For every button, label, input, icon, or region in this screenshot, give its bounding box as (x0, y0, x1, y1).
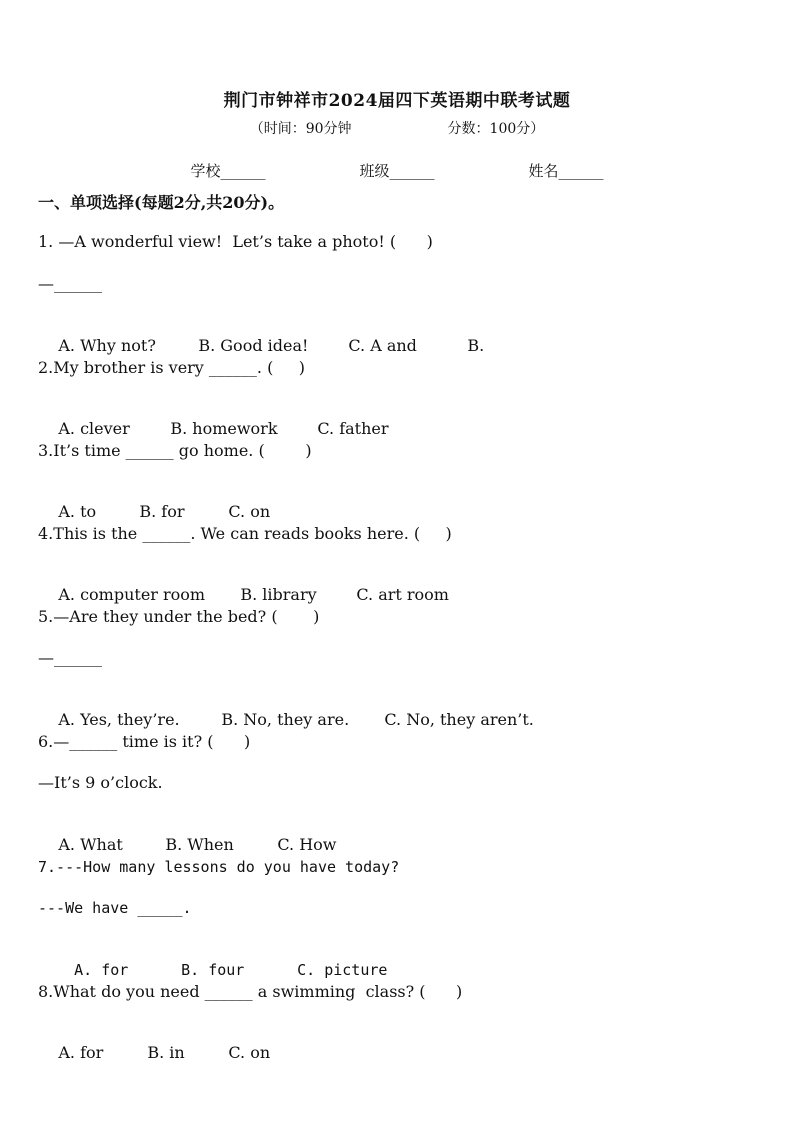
section-heading: 一、单项选择(每题2分,共20分)。 (38, 193, 285, 212)
option-a: A. for (58, 1043, 104, 1062)
question-7-answer-line: ---We have _____. (38, 899, 192, 917)
question-1-answer-line: —______ (38, 274, 102, 293)
option-a: A. Why not? (58, 336, 156, 355)
question-2-stem: 2.My brother is very ______. ( ) (38, 358, 306, 377)
option-a: A. for (74, 961, 129, 979)
option-a: A. Yes, they’re. (58, 710, 180, 729)
option-a: A. clever (58, 419, 130, 438)
class-field: 班级______ (359, 162, 435, 180)
exam-score: 分数：100分） (447, 121, 545, 137)
option-c: C. How (277, 835, 337, 854)
option-b: B. four (181, 961, 245, 979)
question-6-stem: 6.—______ time is it? ( ) (38, 732, 251, 751)
question-4-stem: 4.This is the ______. We can reads books here. ( ) (38, 524, 452, 543)
option-b: B. When (165, 835, 234, 854)
option-b: B. Good idea! (198, 336, 309, 355)
exam-time: （时间：90分钟 (249, 121, 352, 137)
question-5-stem: 5.—Are they under the bed? ( ) (38, 607, 320, 626)
question-7-stem: 7.---How many lessons do you have today? (38, 858, 400, 876)
option-b: B. homework (170, 419, 278, 438)
exam-meta (0, 118, 794, 138)
student-info-row (0, 160, 794, 181)
option-c: C. father (317, 419, 389, 438)
exam-title: 荆门市钟祥市2024届四下英语期中联考试题 (223, 91, 571, 111)
option-a: A. What (58, 835, 123, 854)
option-b: B. for (139, 502, 185, 521)
school-field: 学校______ (190, 162, 266, 180)
option-a: A. computer room (58, 585, 206, 604)
option-c: C. picture (297, 961, 388, 979)
option-c: C. on (228, 502, 271, 521)
option-c: C. on (228, 1043, 271, 1062)
option-c: C. No, they aren’t. (384, 710, 534, 729)
question-1-stem: 1. —A wonderful view! Let’s take a photo! ( ) (38, 232, 433, 251)
option-b: B. in (147, 1043, 185, 1062)
question-8-stem: 8.What do you need ______ a swimming class? ( ) (38, 982, 463, 1001)
question-3-stem: 3.It’s time ______ go home. ( ) (38, 441, 312, 460)
option-d: B. (467, 336, 485, 355)
option-c: C. art room (356, 585, 449, 604)
question-6-answer-line: —It’s 9 o’clock. (38, 773, 163, 792)
option-a: A. to (58, 502, 97, 521)
option-b: B. No, they are. (221, 710, 350, 729)
question-5-answer-line: —______ (38, 648, 102, 667)
option-c: C. A and (348, 336, 417, 355)
name-field: 姓名______ (528, 162, 604, 180)
question-8-options (38, 1023, 270, 1083)
option-b: B. library (240, 585, 317, 604)
